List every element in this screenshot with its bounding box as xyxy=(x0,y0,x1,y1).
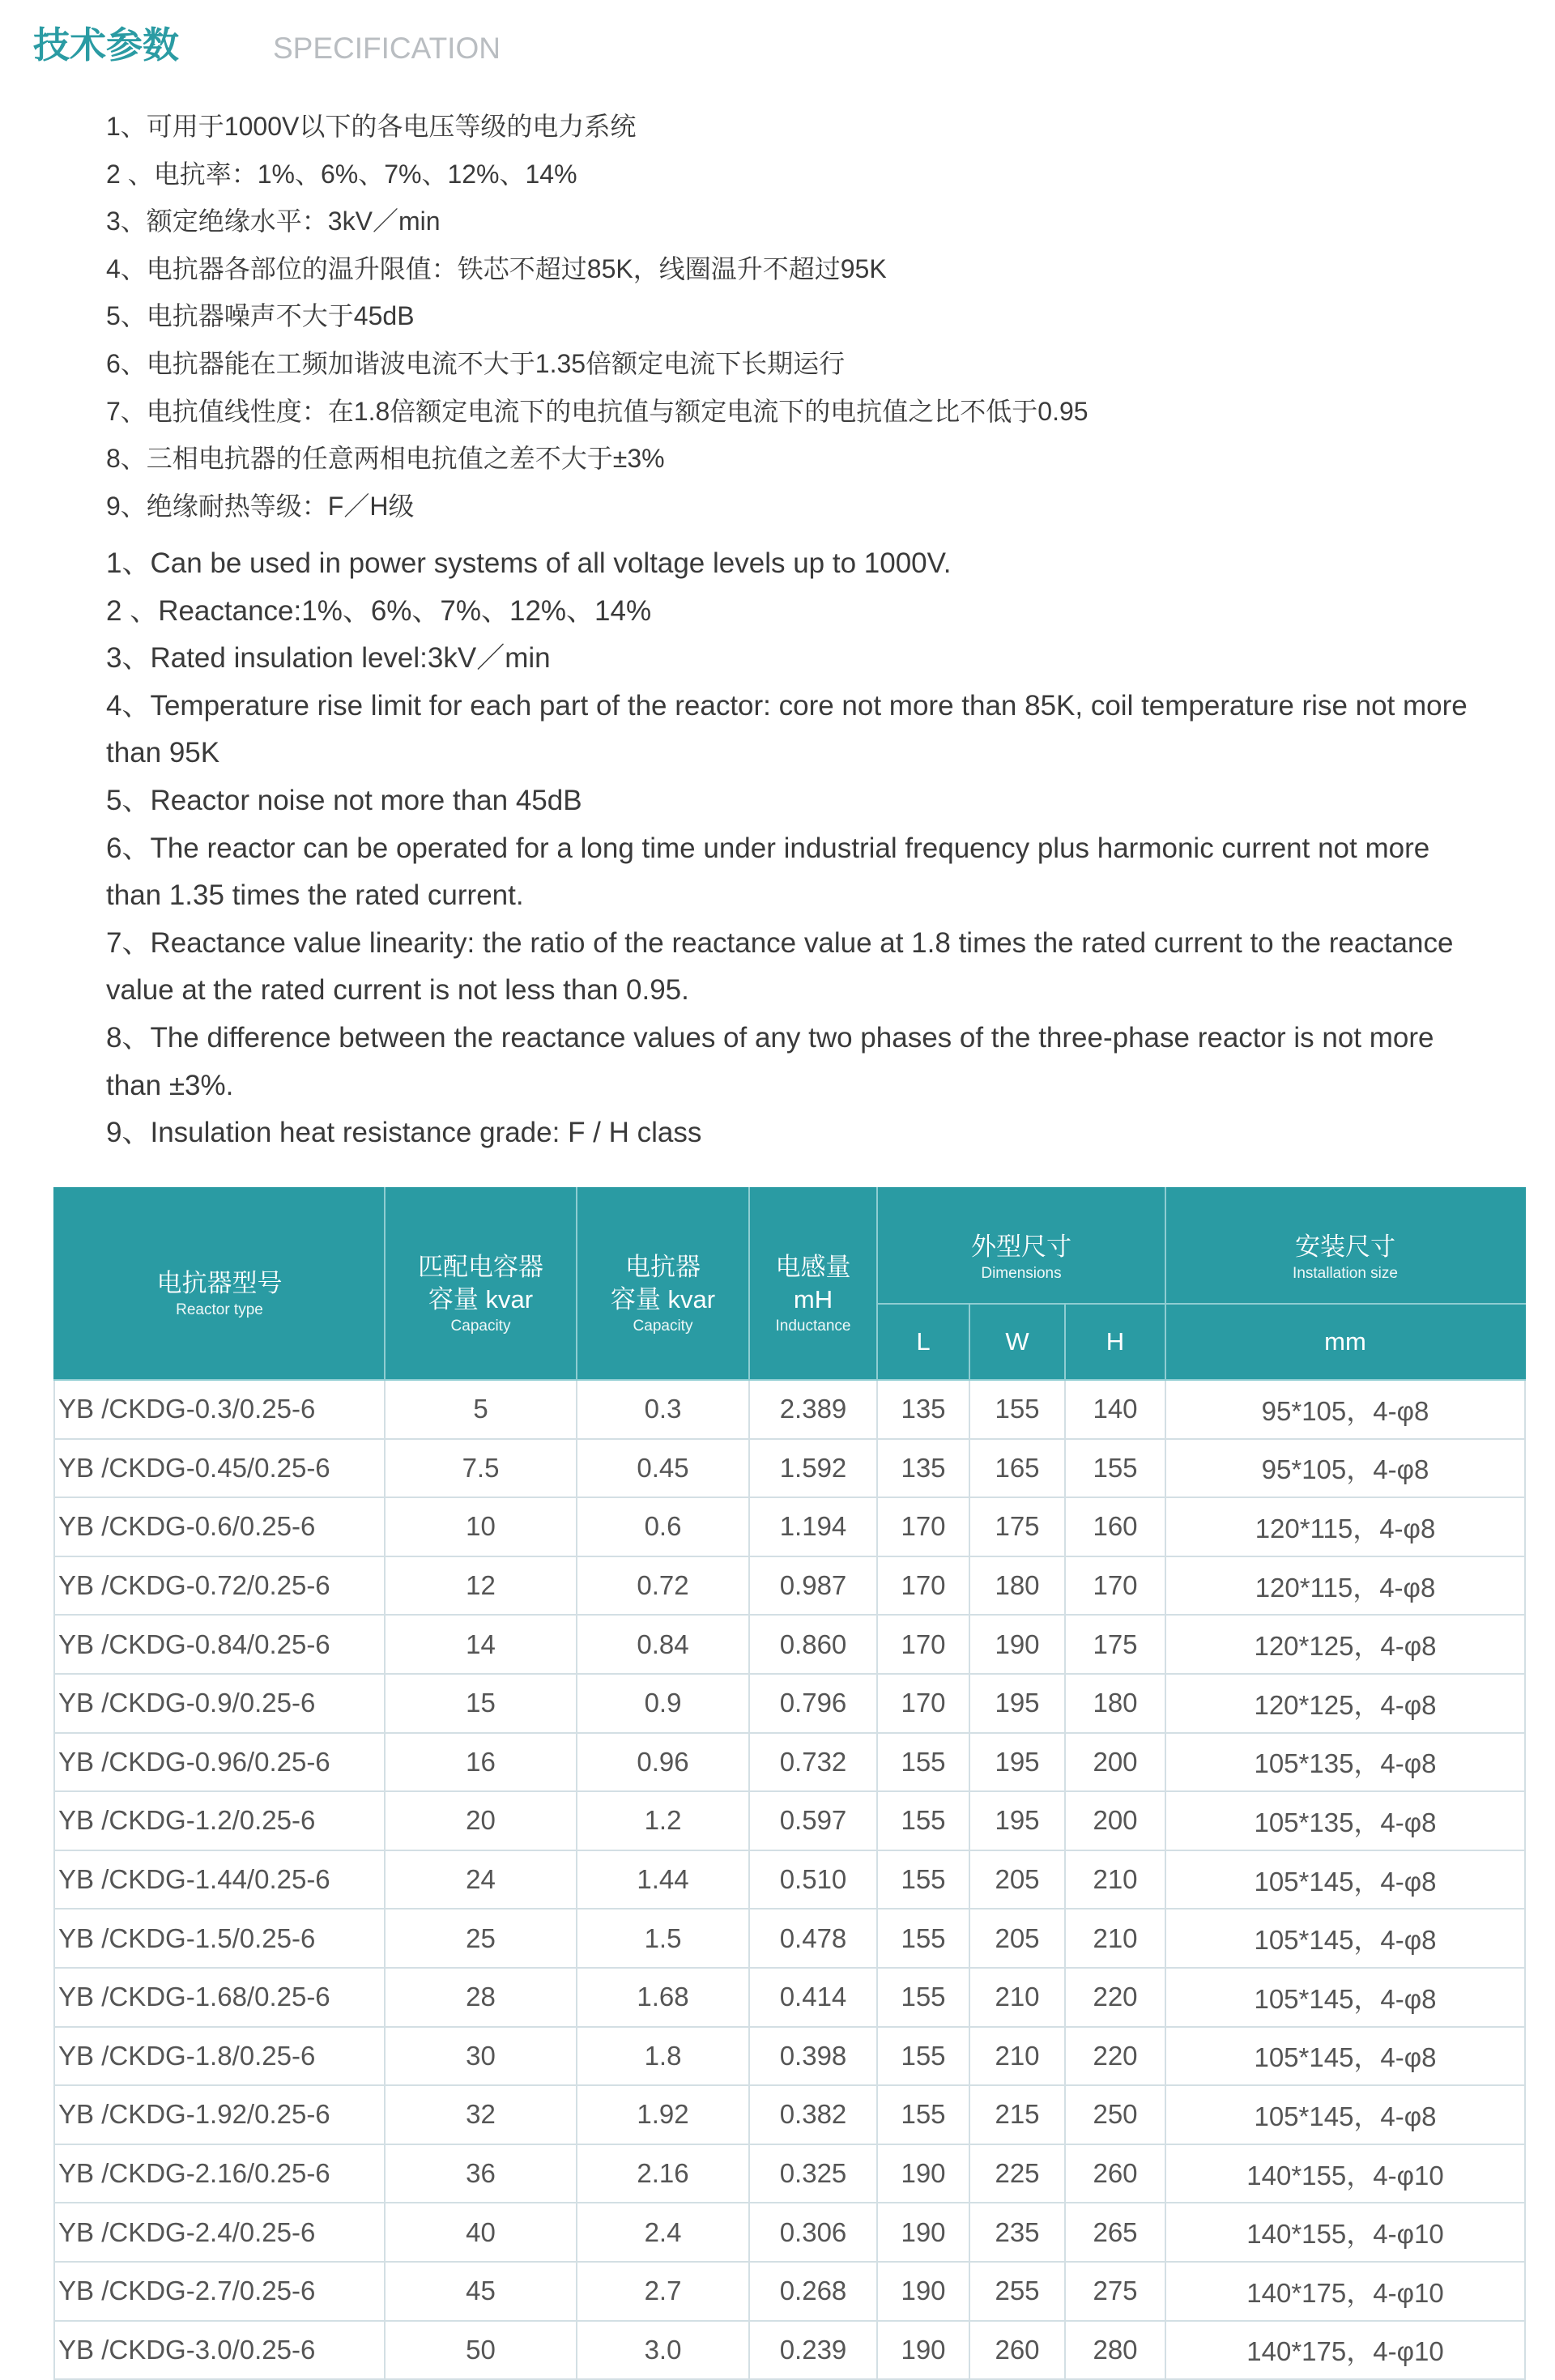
cell-installation-size: 95*105，4-φ8 xyxy=(1165,1439,1525,1498)
table-row xyxy=(54,1380,1525,1439)
spec-item: 9、Insulation heat resistance grade: F / H class xyxy=(106,1117,702,1149)
cell-dimension-w: 155 xyxy=(969,1380,1065,1439)
cell-dimension-l: 155 xyxy=(877,1909,969,1968)
cell-reactor-capacity: 0.3 xyxy=(577,1380,749,1439)
cell-reactor-type: YB /CKDG-1.2/0.25-6 xyxy=(54,1791,385,1850)
header-installation-size-en: Installation size xyxy=(1293,1264,1398,1282)
header-installation-size-cn: 安装尺寸 xyxy=(1295,1232,1395,1261)
header-inductance xyxy=(749,1188,877,1380)
cell-reactor-type: YB /CKDG-0.84/0.25-6 xyxy=(54,1615,385,1674)
spec-item: 7、Reactance value linearity: the ratio of the reactance value at 1.8 times the rated current to the reactance value at the rated current is not less than 0.95. xyxy=(106,926,1454,1007)
cell-matching-capacity: 40 xyxy=(385,2203,577,2262)
cell-dimension-h: 275 xyxy=(1065,2262,1165,2321)
cell-dimension-l: 190 xyxy=(877,2203,969,2262)
cell-reactor-type: YB /CKDG-0.96/0.25-6 xyxy=(54,1733,385,1792)
cell-reactor-type: YB /CKDG-0.9/0.25-6 xyxy=(54,1674,385,1733)
cell-reactor-capacity: 2.16 xyxy=(577,2144,749,2203)
header-installation-size xyxy=(1165,1188,1525,1304)
cell-installation-size: 140*175，4-φ10 xyxy=(1165,2321,1525,2380)
cell-inductance: 0.987 xyxy=(749,1556,877,1616)
header-dimensions-en: Dimensions xyxy=(981,1264,1062,1282)
cell-matching-capacity: 16 xyxy=(385,1733,577,1792)
cell-dimension-l: 170 xyxy=(877,1497,969,1556)
cell-dimension-h: 160 xyxy=(1065,1497,1165,1556)
cell-matching-capacity: 50 xyxy=(385,2321,577,2380)
cell-dimension-l: 155 xyxy=(877,2085,969,2144)
cell-matching-capacity: 24 xyxy=(385,1850,577,1910)
table-row xyxy=(54,1497,1525,1556)
header-dimension-l: L xyxy=(877,1304,969,1380)
cell-dimension-w: 180 xyxy=(969,1556,1065,1616)
table-row xyxy=(54,2203,1525,2262)
spec-list-english xyxy=(106,540,1485,1157)
cell-reactor-capacity: 0.9 xyxy=(577,1674,749,1733)
cell-inductance: 0.398 xyxy=(749,2027,877,2086)
cell-reactor-type: YB /CKDG-2.7/0.25-6 xyxy=(54,2262,385,2321)
cell-inductance: 0.597 xyxy=(749,1791,877,1850)
cell-installation-size: 105*135，4-φ8 xyxy=(1165,1791,1525,1850)
cell-reactor-type: YB /CKDG-0.3/0.25-6 xyxy=(54,1380,385,1439)
cell-inductance: 0.478 xyxy=(749,1909,877,1968)
cell-matching-capacity: 15 xyxy=(385,1674,577,1733)
spec-list-chinese xyxy=(106,103,1485,530)
header-matching-capacity xyxy=(385,1188,577,1380)
cell-dimension-l: 170 xyxy=(877,1674,969,1733)
table-row xyxy=(54,2085,1525,2144)
cell-inductance: 0.306 xyxy=(749,2203,877,2262)
cell-dimension-l: 155 xyxy=(877,1733,969,1792)
header-reactor-type-en: Reactor type xyxy=(176,1301,263,1318)
header-matching-capacity-en: Capacity xyxy=(450,1317,511,1335)
cell-dimension-h: 250 xyxy=(1065,2085,1165,2144)
cell-dimension-h: 210 xyxy=(1065,1909,1165,1968)
header-installation-unit: mm xyxy=(1165,1304,1525,1380)
header-reactor-capacity-en: Capacity xyxy=(633,1317,693,1335)
cell-dimension-w: 195 xyxy=(969,1733,1065,1792)
cell-matching-capacity: 28 xyxy=(385,1968,577,2027)
table-row xyxy=(54,1615,1525,1674)
cell-reactor-capacity: 1.8 xyxy=(577,2027,749,2086)
cell-dimension-l: 170 xyxy=(877,1615,969,1674)
cell-installation-size: 105*145，4-φ8 xyxy=(1165,1909,1525,1968)
cell-reactor-capacity: 1.2 xyxy=(577,1791,749,1850)
cell-inductance: 0.325 xyxy=(749,2144,877,2203)
cell-reactor-type: YB /CKDG-2.4/0.25-6 xyxy=(54,2203,385,2262)
cell-dimension-w: 165 xyxy=(969,1439,1065,1498)
cell-dimension-w: 255 xyxy=(969,2262,1065,2321)
table-row xyxy=(54,2144,1525,2203)
cell-reactor-capacity: 0.96 xyxy=(577,1733,749,1792)
cell-matching-capacity: 7.5 xyxy=(385,1439,577,1498)
cell-dimension-l: 190 xyxy=(877,2321,969,2380)
cell-dimension-w: 205 xyxy=(969,1850,1065,1910)
header-matching-capacity-unit: 容量 kvar xyxy=(428,1284,534,1313)
cell-reactor-capacity: 0.45 xyxy=(577,1439,749,1498)
cell-installation-size: 105*145，4-φ8 xyxy=(1165,1968,1525,2027)
cell-installation-size: 95*105，4-φ8 xyxy=(1165,1380,1525,1439)
cell-dimension-l: 190 xyxy=(877,2144,969,2203)
cell-installation-size: 140*155，4-φ10 xyxy=(1165,2203,1525,2262)
cell-matching-capacity: 25 xyxy=(385,1909,577,1968)
cell-matching-capacity: 10 xyxy=(385,1497,577,1556)
table-row xyxy=(54,1791,1525,1850)
header-dimensions-cn: 外型尺寸 xyxy=(971,1232,1071,1261)
cell-reactor-type: YB /CKDG-1.92/0.25-6 xyxy=(54,2085,385,2144)
cell-inductance: 2.389 xyxy=(749,1380,877,1439)
table-header xyxy=(54,1188,1525,1380)
cell-inductance: 0.382 xyxy=(749,2085,877,2144)
table-row xyxy=(54,1850,1525,1910)
cell-dimension-h: 140 xyxy=(1065,1380,1165,1439)
cell-dimension-h: 260 xyxy=(1065,2144,1165,2203)
header-dimensions xyxy=(877,1188,1165,1304)
spec-item: 3、Rated insulation level:3kV／min xyxy=(106,642,551,675)
cell-dimension-h: 200 xyxy=(1065,1791,1165,1850)
spec-item: 4、电抗器各部位的温升限值：铁芯不超过85K，线圈温升不超过95K xyxy=(106,253,887,283)
cell-reactor-capacity: 2.7 xyxy=(577,2262,749,2321)
spec-item: 1、可用于1000V以下的各电压等级的电力系统 xyxy=(106,112,637,141)
cell-reactor-type: YB /CKDG-2.16/0.25-6 xyxy=(54,2144,385,2203)
cell-inductance: 0.414 xyxy=(749,1968,877,2027)
cell-inductance: 0.510 xyxy=(749,1850,877,1910)
cell-dimension-l: 155 xyxy=(877,1968,969,2027)
cell-reactor-type: YB /CKDG-1.68/0.25-6 xyxy=(54,1968,385,2027)
cell-dimension-w: 195 xyxy=(969,1674,1065,1733)
cell-inductance: 0.239 xyxy=(749,2321,877,2380)
cell-dimension-l: 190 xyxy=(877,2262,969,2321)
cell-inductance: 0.732 xyxy=(749,1733,877,1792)
table-row xyxy=(54,1909,1525,1968)
spec-item: 2 、电抗率：1%、6%、7%、12%、14% xyxy=(106,159,577,189)
cell-installation-size: 120*115，4-φ8 xyxy=(1165,1497,1525,1556)
cell-dimension-w: 210 xyxy=(969,1968,1065,2027)
cell-installation-size: 105*145，4-φ8 xyxy=(1165,2085,1525,2144)
cell-dimension-l: 155 xyxy=(877,1791,969,1850)
cell-installation-size: 105*145，4-φ8 xyxy=(1165,2027,1525,2086)
header-matching-capacity-cn: 匹配电容器 xyxy=(418,1252,543,1281)
cell-reactor-type: YB /CKDG-1.8/0.25-6 xyxy=(54,2027,385,2086)
page-title: 技术参数 xyxy=(33,23,180,66)
cell-reactor-type: YB /CKDG-1.44/0.25-6 xyxy=(54,1850,385,1910)
cell-reactor-type: YB /CKDG-0.72/0.25-6 xyxy=(54,1556,385,1616)
cell-installation-size: 140*175，4-φ10 xyxy=(1165,2262,1525,2321)
cell-reactor-capacity: 1.68 xyxy=(577,1968,749,2027)
cell-inductance: 0.860 xyxy=(749,1615,877,1674)
header-reactor-capacity-unit: 容量 kvar xyxy=(610,1284,716,1313)
cell-installation-size: 140*155，4-φ10 xyxy=(1165,2144,1525,2203)
table-header-row xyxy=(54,1188,1525,1304)
cell-inductance: 0.796 xyxy=(749,1674,877,1733)
cell-reactor-capacity: 1.44 xyxy=(577,1850,749,1910)
cell-reactor-type: YB /CKDG-3.0/0.25-6 xyxy=(54,2321,385,2380)
header-reactor-capacity-cn: 电抗器 xyxy=(625,1252,701,1281)
spec-item: 7、电抗值线性度：在1.8倍额定电流下的电抗值与额定电流下的电抗值之比不低于0.95 xyxy=(106,396,1088,426)
spec-item: 6、电抗器能在工频加谐波电流不大于1.35倍额定电流下长期运行 xyxy=(106,348,846,378)
header-reactor-type xyxy=(54,1188,385,1380)
cell-reactor-capacity: 3.0 xyxy=(577,2321,749,2380)
table-row xyxy=(54,1439,1525,1498)
cell-reactor-capacity: 0.6 xyxy=(577,1497,749,1556)
table-row xyxy=(54,1733,1525,1792)
cell-matching-capacity: 5 xyxy=(385,1380,577,1439)
table-row xyxy=(54,1674,1525,1733)
spec-item: 9、绝缘耐热等级：F／H级 xyxy=(106,491,415,521)
cell-dimension-h: 210 xyxy=(1065,1850,1165,1910)
cell-inductance: 1.194 xyxy=(749,1497,877,1556)
table-row xyxy=(54,1968,1525,2027)
cell-inductance: 0.268 xyxy=(749,2262,877,2321)
spec-table xyxy=(53,1187,1526,2380)
header-dimension-h: H xyxy=(1065,1304,1165,1380)
cell-reactor-capacity: 0.72 xyxy=(577,1556,749,1616)
table-row xyxy=(54,1556,1525,1616)
spec-item: 4、Temperature rise limit for each part of the reactor: core not more than 85K, coil temperature rise not more than 95K xyxy=(106,689,1468,769)
spec-item: 6、The reactor can be operated for a long time under industrial frequency plus harmonic current not more than 1.35 times the rated current. xyxy=(106,832,1430,912)
cell-dimension-h: 200 xyxy=(1065,1733,1165,1792)
cell-dimension-w: 210 xyxy=(969,2027,1065,2086)
cell-matching-capacity: 20 xyxy=(385,1791,577,1850)
cell-reactor-type: YB /CKDG-0.6/0.25-6 xyxy=(54,1497,385,1556)
cell-reactor-capacity: 0.84 xyxy=(577,1615,749,1674)
cell-dimension-w: 260 xyxy=(969,2321,1065,2380)
cell-dimension-h: 265 xyxy=(1065,2203,1165,2262)
cell-dimension-w: 235 xyxy=(969,2203,1065,2262)
cell-reactor-capacity: 1.92 xyxy=(577,2085,749,2144)
cell-dimension-h: 280 xyxy=(1065,2321,1165,2380)
cell-dimension-h: 180 xyxy=(1065,1674,1165,1733)
cell-reactor-capacity: 2.4 xyxy=(577,2203,749,2262)
table-row xyxy=(54,2321,1525,2380)
spec-item: 8、三相电抗器的任意两相电抗值之差不大于±3% xyxy=(106,444,665,474)
cell-matching-capacity: 30 xyxy=(385,2027,577,2086)
cell-dimension-h: 220 xyxy=(1065,1968,1165,2027)
cell-dimension-w: 190 xyxy=(969,1615,1065,1674)
cell-matching-capacity: 36 xyxy=(385,2144,577,2203)
cell-dimension-w: 215 xyxy=(969,2085,1065,2144)
cell-dimension-h: 220 xyxy=(1065,2027,1165,2086)
cell-dimension-l: 135 xyxy=(877,1439,969,1498)
cell-dimension-h: 175 xyxy=(1065,1615,1165,1674)
cell-installation-size: 105*135，4-φ8 xyxy=(1165,1733,1525,1792)
cell-dimension-l: 155 xyxy=(877,2027,969,2086)
cell-installation-size: 120*125，4-φ8 xyxy=(1165,1674,1525,1733)
table-row xyxy=(54,2027,1525,2086)
cell-installation-size: 105*145，4-φ8 xyxy=(1165,1850,1525,1910)
cell-matching-capacity: 12 xyxy=(385,1556,577,1616)
cell-reactor-type: YB /CKDG-1.5/0.25-6 xyxy=(54,1909,385,1968)
page-subtitle: SPECIFICATION xyxy=(273,32,501,65)
header-reactor-type-cn: 电抗器型号 xyxy=(156,1268,283,1297)
cell-dimension-l: 135 xyxy=(877,1380,969,1439)
table-body xyxy=(54,1380,1525,2379)
cell-dimension-h: 155 xyxy=(1065,1439,1165,1498)
cell-installation-size: 120*125，4-φ8 xyxy=(1165,1615,1525,1674)
spec-item: 5、Reactor noise not more than 45dB xyxy=(106,784,582,816)
cell-dimension-w: 205 xyxy=(969,1909,1065,1968)
header-dimension-w: W xyxy=(969,1304,1065,1380)
cell-installation-size: 120*115，4-φ8 xyxy=(1165,1556,1525,1616)
header-inductance-cn: 电感量 xyxy=(775,1252,851,1281)
cell-dimension-w: 195 xyxy=(969,1791,1065,1850)
cell-dimension-l: 155 xyxy=(877,1850,969,1910)
cell-dimension-l: 170 xyxy=(877,1556,969,1616)
table-row xyxy=(54,2262,1525,2321)
spec-item: 2 、Reactance:1%、6%、7%、12%、14% xyxy=(106,594,652,627)
cell-dimension-w: 225 xyxy=(969,2144,1065,2203)
cell-dimension-w: 175 xyxy=(969,1497,1065,1556)
cell-matching-capacity: 14 xyxy=(385,1615,577,1674)
cell-matching-capacity: 32 xyxy=(385,2085,577,2144)
spec-item: 3、额定绝缘水平：3kV／min xyxy=(106,206,441,236)
cell-dimension-h: 170 xyxy=(1065,1556,1165,1616)
spec-item: 5、电抗器噪声不大于45dB xyxy=(106,301,415,331)
cell-inductance: 1.592 xyxy=(749,1439,877,1498)
spec-item: 1、Can be used in power systems of all voltage levels up to 1000V. xyxy=(106,547,952,579)
header-inductance-unit: mH xyxy=(793,1284,833,1313)
header-reactor-capacity xyxy=(577,1188,749,1380)
cell-matching-capacity: 45 xyxy=(385,2262,577,2321)
spec-item: 8、The difference between the reactance values of any two phases of the three-phase reactor is not more than ±3%. xyxy=(106,1021,1434,1101)
cell-reactor-capacity: 1.5 xyxy=(577,1909,749,1968)
cell-reactor-type: YB /CKDG-0.45/0.25-6 xyxy=(54,1439,385,1498)
header-inductance-en: Inductance xyxy=(775,1317,851,1335)
